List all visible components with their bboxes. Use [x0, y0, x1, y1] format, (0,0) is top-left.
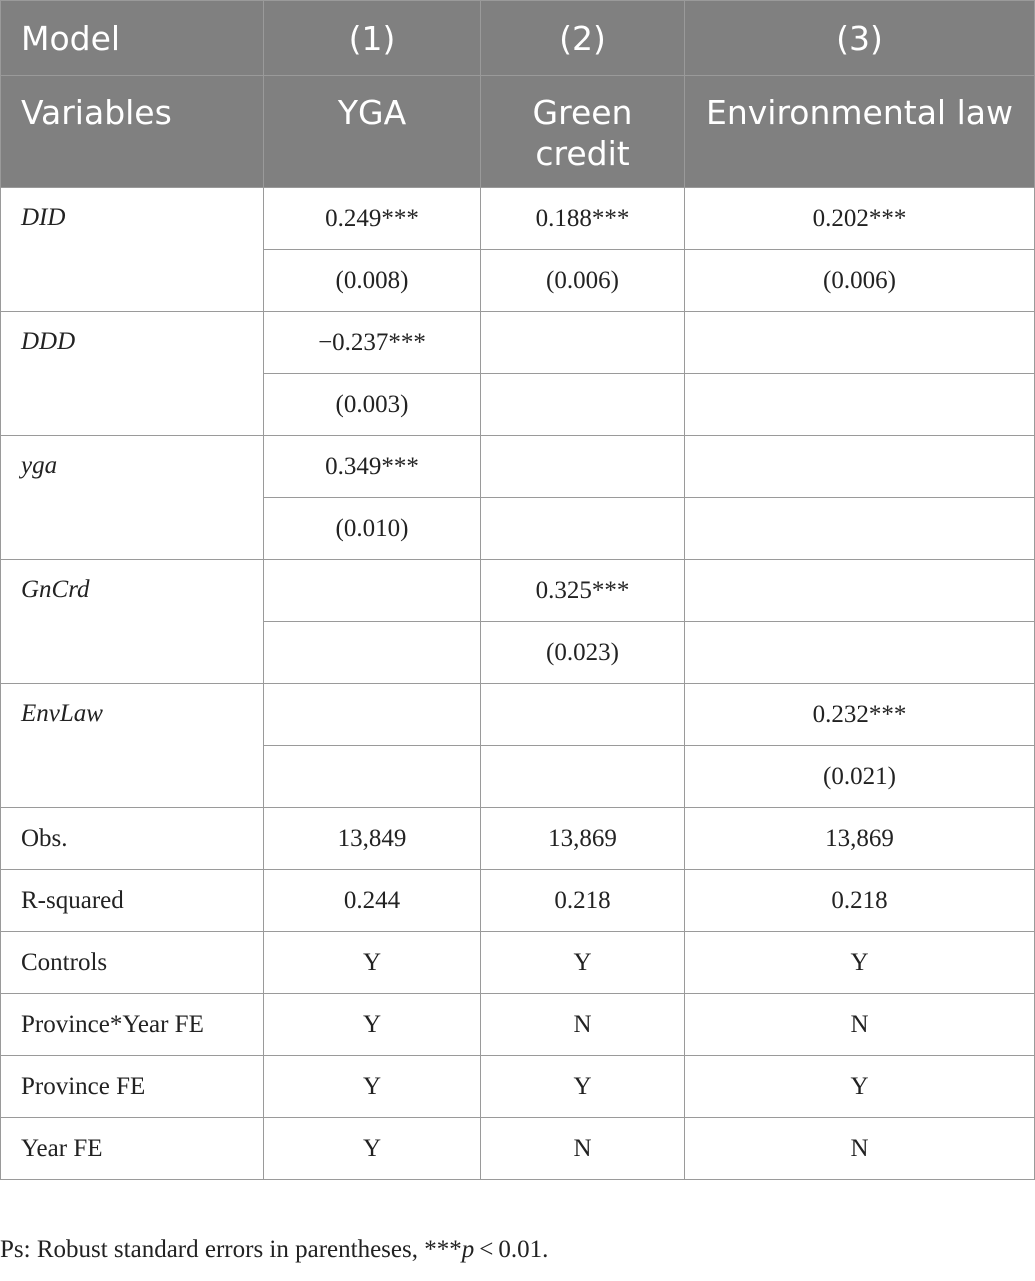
se-cell: (0.010) — [264, 498, 481, 560]
stat-cell: N — [481, 994, 685, 1056]
se-cell: (0.021) — [685, 746, 1035, 808]
stat-cell: Y — [685, 932, 1035, 994]
model-label: Model — [1, 1, 264, 76]
coef-cell: 0.202*** — [685, 188, 1035, 250]
table-row — [1, 932, 1035, 994]
row-label: Year FE — [1, 1118, 264, 1180]
row-label: EnvLaw — [1, 684, 264, 808]
se-cell — [685, 374, 1035, 436]
stat-cell: N — [685, 1118, 1035, 1180]
stat-cell: 13,849 — [264, 808, 481, 870]
table-row — [1, 436, 1035, 498]
stat-cell: Y — [264, 932, 481, 994]
coef-cell: 0.249*** — [264, 188, 481, 250]
table-body — [1, 188, 1035, 1180]
coef-cell: 0.325*** — [481, 560, 685, 622]
se-cell — [481, 746, 685, 808]
stat-cell: 0.218 — [685, 870, 1035, 932]
stat-cell: Y — [685, 1056, 1035, 1118]
se-cell — [481, 498, 685, 560]
row-label: yga — [1, 436, 264, 560]
stat-cell: Y — [264, 1118, 481, 1180]
table-row — [1, 560, 1035, 622]
row-label: DDD — [1, 312, 264, 436]
coef-cell — [481, 436, 685, 498]
table-row — [1, 994, 1035, 1056]
row-label: Obs. — [1, 808, 264, 870]
variables-label: Variables — [1, 76, 264, 188]
dependent-var-2: Green credit — [481, 76, 685, 188]
model-number-3: (3) — [685, 1, 1035, 76]
coef-cell — [685, 560, 1035, 622]
dependent-var-3: Environmental law — [685, 76, 1035, 188]
row-label: Controls — [1, 932, 264, 994]
coef-cell: 0.349*** — [264, 436, 481, 498]
coef-cell — [264, 560, 481, 622]
coef-cell: −0.237*** — [264, 312, 481, 374]
table-row — [1, 808, 1035, 870]
se-cell: (0.006) — [685, 250, 1035, 312]
se-cell — [264, 746, 481, 808]
row-label: Province FE — [1, 1056, 264, 1118]
table-row — [1, 312, 1035, 374]
se-cell — [685, 622, 1035, 684]
header-row-variables — [1, 76, 1035, 188]
se-cell — [481, 374, 685, 436]
table-row — [1, 1118, 1035, 1180]
table-row — [1, 1056, 1035, 1118]
row-label: Province*Year FE — [1, 994, 264, 1056]
coef-cell: 0.232*** — [685, 684, 1035, 746]
coef-cell — [685, 312, 1035, 374]
table-row — [1, 870, 1035, 932]
stat-cell: 0.218 — [481, 870, 685, 932]
stat-cell: Y — [264, 994, 481, 1056]
stat-cell: 13,869 — [685, 808, 1035, 870]
stat-cell: N — [685, 994, 1035, 1056]
coef-cell — [264, 684, 481, 746]
stat-cell: 13,869 — [481, 808, 685, 870]
table-footnote: Ps: Robust standard errors in parentheses, ***p < 0.01. — [0, 1236, 549, 1263]
se-cell: (0.003) — [264, 374, 481, 436]
model-number-2: (2) — [481, 1, 685, 76]
dependent-var-1: YGA — [264, 76, 481, 188]
coef-cell: 0.188*** — [481, 188, 685, 250]
se-cell — [264, 622, 481, 684]
table-header — [1, 1, 1035, 188]
stat-cell: N — [481, 1118, 685, 1180]
stat-cell: Y — [481, 1056, 685, 1118]
se-cell: (0.006) — [481, 250, 685, 312]
row-label: R-squared — [1, 870, 264, 932]
stat-cell: 0.244 — [264, 870, 481, 932]
coef-cell — [685, 436, 1035, 498]
stat-cell: Y — [264, 1056, 481, 1118]
se-cell: (0.008) — [264, 250, 481, 312]
row-label: GnCrd — [1, 560, 264, 684]
se-cell — [685, 498, 1035, 560]
se-cell: (0.023) — [481, 622, 685, 684]
model-number-1: (1) — [264, 1, 481, 76]
coef-cell — [481, 312, 685, 374]
table-row — [1, 188, 1035, 250]
coef-cell — [481, 684, 685, 746]
stat-cell: Y — [481, 932, 685, 994]
row-label: DID — [1, 188, 264, 312]
header-row-model — [1, 1, 1035, 76]
table-row — [1, 684, 1035, 746]
